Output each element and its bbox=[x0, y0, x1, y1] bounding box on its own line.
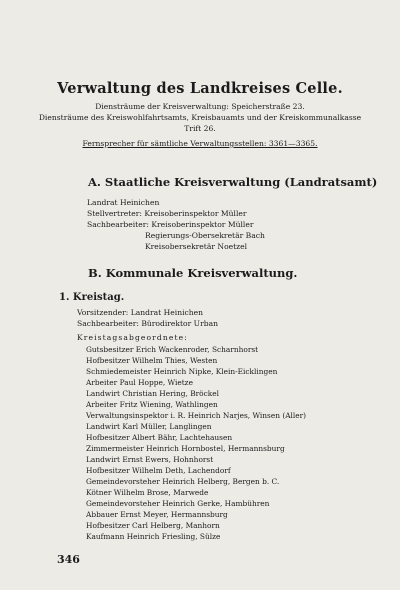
member-line: Landwirt Christian Hering, Bröckel bbox=[86, 389, 219, 398]
info-line-2: Diensträume des Kreiswohlfahrtsamts, Kreisbauamts und der Kreiskommunalkasse bbox=[38, 113, 362, 122]
section-a-line-2: Stellvertreter: Kreisoberinspektor Müller bbox=[87, 209, 247, 218]
page-title: Verwaltung des Landkreises Celle. bbox=[57, 80, 343, 97]
kreistag-chair: Vorsitzender: Landrat Heinichen bbox=[77, 308, 204, 317]
kreistag-clerk: Sachbearbeiter: Bürodirektor Urban bbox=[77, 319, 218, 328]
member-line: Kötner Wilhelm Brose, Marwede bbox=[86, 488, 209, 497]
section-a-line-3: Sachbearbeiter: Kreisoberinspektor Müller bbox=[87, 220, 254, 229]
member-line: Gemeindevorsteher Heinrich Gerke, Hambühren bbox=[86, 499, 270, 508]
info-line-1: Diensträume der Kreisverwaltung: Speicherstraße 23. bbox=[95, 102, 305, 111]
member-line: Hofbesitzer Carl Helberg, Manhorn bbox=[86, 521, 220, 530]
member-line: Landwirt Ernst Ewers, Hohnhorst bbox=[86, 455, 214, 464]
info-line-4: Fernsprecher für sämtliche Verwaltungsstellen: 3361—3365. bbox=[82, 139, 318, 148]
member-line: Zimmermeister Heinrich Hornbostel, Hermannsburg bbox=[86, 444, 285, 453]
section-b-heading: B. Kommunale Kreisverwaltung. bbox=[88, 266, 298, 280]
section-a-heading: A. Staatliche Kreisverwaltung (Landratsamt) bbox=[88, 175, 378, 189]
member-line: Kaufmann Heinrich Friesling, Sülze bbox=[86, 532, 221, 541]
section-a-line-4: Regierungs-Obersekretär Bach bbox=[145, 231, 265, 240]
info-line-3: Trift 26. bbox=[184, 124, 216, 133]
member-line: Verwaltungsinspektor i. R. Heinrich Narjes, Winsen (Aller) bbox=[86, 411, 307, 420]
section-a-line-5: Kreisobersekretär Noetzel bbox=[145, 242, 248, 251]
member-line: Hofbesitzer Wilhelm Deth, Lachendorf bbox=[86, 466, 231, 475]
kreistag-heading: 1. Kreistag. bbox=[59, 292, 125, 303]
member-line: Hofbesitzer Albert Bähr, Lachtehausen bbox=[86, 433, 233, 442]
member-line: Gutsbesitzer Erich Wackenroder, Scharnhorst bbox=[86, 345, 259, 354]
member-line: Arbeiter Fritz Wiening, Wathlingen bbox=[86, 400, 218, 409]
member-line: Schmiedemeister Heinrich Nipke, Klein-Eicklingen bbox=[86, 367, 278, 376]
member-line: Abbauer Ernst Meyer, Hermannsburg bbox=[86, 510, 228, 519]
member-line: Landwirt Karl Müller, Langlingen bbox=[86, 422, 212, 431]
member-line: Arbeiter Paul Hoppe, Wietze bbox=[86, 378, 193, 387]
page-number: 346 bbox=[57, 553, 80, 566]
member-line: Gemeindevorsteher Heinrich Helberg, Bergen b. C. bbox=[86, 477, 280, 486]
member-line: Hofbesitzer Wilhelm Thies, Westen bbox=[86, 356, 218, 365]
members-label: Kreistagsabgeordnete: bbox=[77, 333, 188, 342]
section-a-line-1: Landrat Heinichen bbox=[87, 198, 160, 207]
